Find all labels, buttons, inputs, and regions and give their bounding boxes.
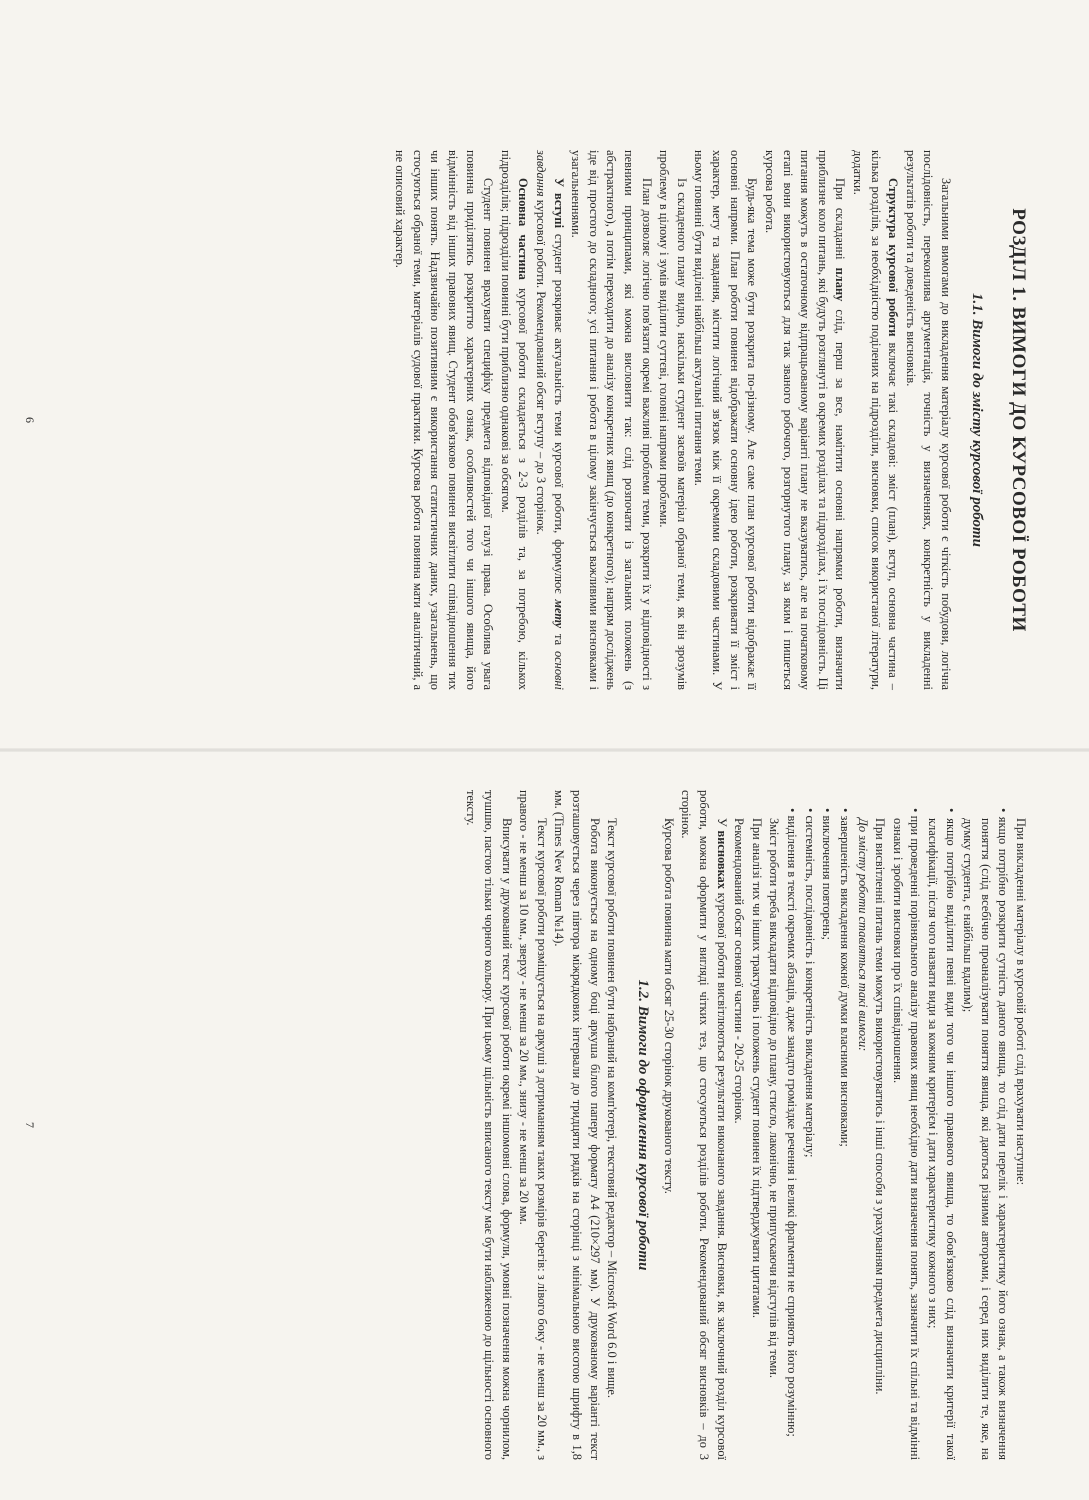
paragraph: Рекомендований обсяг основної частини - 20-25 сторінок. bbox=[732, 818, 747, 1124]
paragraph: При висвітленні питань теми можуть використовуватись і інші способи з урахуванням предмета дисципліни. bbox=[873, 818, 888, 1395]
paragraph: При викладенні матеріалу в курсовій роботі слід врахувати наступне: bbox=[1014, 818, 1028, 1186]
list-item: • виключення повторень; bbox=[818, 790, 836, 1460]
text: У bbox=[714, 818, 729, 831]
paragraph: Текст курсової роботи розміщується на аркуші з дотриманням таких розмірів берегів: з лівого боку - не менш за 20 мм., з правого - не менш за 10 мм., зверху - не менш за 20 мм., знизу - не менш за 20 мм. bbox=[517, 790, 549, 1460]
paragraph: Вписувати у друкований текст курсової роботи окремі іншомовні слова, формули, умовні позначення можна чорнилом, тушшю, пастою тільки чорного кольору. При цьому щільність вписаного тексту має бути наближеною до щільності основного тексту. bbox=[464, 790, 514, 1460]
page-number: 7 bbox=[23, 1122, 37, 1128]
section-title-1-2: 1.2. Вимоги до оформлення курсової роботи bbox=[635, 979, 652, 1271]
paragraph-main-part bbox=[496, 150, 531, 690]
right-page bbox=[0, 750, 1089, 1500]
bullet-list-a bbox=[888, 790, 1011, 1460]
paragraph: Текст курсової роботи повинен бути набраний на комп'ютері, текстовий редактор – Microsoft Word 6.0 і вище. bbox=[605, 818, 620, 1399]
term-structure: Структура курсової роботи bbox=[886, 178, 901, 337]
paragraph-requirements: До змісту роботи ставляться такі вимоги: bbox=[855, 818, 870, 1052]
paragraph: Загальними вимогами до викладення матеріалу курсової роботи є чіткість побудови, логічна послідовність, переконлива аргументація, точність у визначеннях, конкретність у викладенні результатів роботи та доведеність висновків. bbox=[903, 150, 953, 690]
list-item: • системність, послідовність і конкретність викладення матеріалу; bbox=[800, 790, 818, 1460]
list-item: • якщо потрібно виділити певні види того чи іншого правового явища, то обов'язково слід визначити критерії такої класифікації, після чого назвати види за кожним критерієм і дати характеристику кожного з них; bbox=[923, 790, 958, 1460]
term-main-part: Основна частина bbox=[516, 178, 531, 280]
paragraph: Будь-яка тема може бути розкрита по-різному. Але саме план курсової роботи відображає її основні напрями. План роботи повинен відображати основну ідею роботи, розкривати її зміст і характер, мету та завдання, містити логічний зв'язок між її окремими складовими частинами. У ньому повинні бути виділені найбільш актуальні питання теми. bbox=[692, 150, 760, 690]
section-title-1-1: 1.1. Вимоги до змісту курсової роботи bbox=[969, 292, 985, 548]
paragraph: При аналізі тих чи інших трактувань і положень студент повинен їх підтверджувати цитатами. bbox=[749, 818, 764, 1319]
list-item: • при проведенні порівняльного аналізу правових явищ необхідно дати визначення понять, зазначити їх спільні та відмінні ознаки і зробити висновки про їх співвідношення. bbox=[888, 790, 923, 1460]
text: курсової роботи складається з 2-3 розділів та, за потребою, кількох підрозділів; підрозділи повинні бути приблизно однакові за обсягом. bbox=[498, 150, 531, 690]
term-goal: мету bbox=[551, 599, 566, 629]
list-item: • якщо потрібно розкрити сутність даного явища, то слід дати перелік і характеристику його ознак, а також визначення поняття (слід всебічно проаналізувати поняття явища, які даються різними авторами, і серед них виділити те, яке, на думку студента, є найбільш вдалим); bbox=[959, 790, 1012, 1460]
text: та bbox=[551, 628, 566, 651]
text: курсової роботи висвітлюються результати виконаного завдання. Висновки, як заключний розділ курсової роботи, можна оформити у вигляді чітких тез, що стосуються розділів роботи. Рекомендований обсяг висновків – до 3 сторінок. bbox=[679, 790, 729, 1460]
paragraph: Зміст роботи треба викладати відповідно до плану, стисло, лаконічно, не припускаючи відступів від теми. bbox=[767, 818, 782, 1379]
term-tasks: основні завдання bbox=[533, 150, 566, 690]
paragraph-conclusions bbox=[677, 790, 730, 1460]
bullet-list-b bbox=[782, 790, 852, 1460]
paragraph-plan bbox=[760, 150, 848, 690]
page-number: 6 bbox=[23, 417, 37, 423]
chapter-title: РОЗДІЛ 1. ВИМОГИ ДО КУРСОВОЇ РОБОТИ bbox=[1008, 208, 1029, 632]
list-item: • виділення в тексті окремих абзаців, адже занадто громіздке речення і великі фрагменти не сприяють його розумінню; bbox=[782, 790, 800, 1460]
paragraph-intro bbox=[531, 150, 566, 690]
paragraph-structure bbox=[848, 150, 901, 690]
term-plan: плану bbox=[833, 267, 848, 302]
paragraph: План дозволяє логічно пов'язати окремі важливі проблеми теми, розкрити їх у відповідності з певними принципами, які можна висловити так: слід розпочати із загальних положень (з абстрактного), а потім переходити до аналізу конкретних явищ (до конкретного); напрям досліджень іде від простого до складного; усі питання і робота в цілому закінчується важливими висновками і узагальненнями. bbox=[569, 150, 654, 690]
text: курсової роботи. Рекомендований обсяг вступу – до 3 сторінок. bbox=[533, 196, 548, 535]
text: При складанні bbox=[833, 178, 848, 268]
term-intro: У вступі bbox=[551, 178, 566, 229]
paragraph: Із складеного плану видно, наскільки студент засвоїв матеріал обраної теми, як він зрозумів проблему в цілому і зумів виділити суттєві, головні напрями проблеми. bbox=[657, 150, 689, 690]
paragraph: Робота виконується на одному боці аркуша білого паперу формату А4 (210×297 мм). У друкованому варіанті текст розташовується через півтора міжрядкових інтервали до тридцяти рядків на сторінці з мінімальною висотою шрифту в 1,8 мм. (Times New Roman №14). bbox=[552, 790, 602, 1460]
list-item: • завершеність викладення кожної думки власними висновками; bbox=[835, 790, 853, 1460]
paragraph: Студент повинен врахувати специфіку предмета відповідної галузі права. Особлива увага повинна приділятись розкриттю характерних ознак, особливостей того чи іншого явища, його відмінність від інших правових явищ. Студент обов'язково повинен висвітлити співвідношення тих чи інших понять. Надзвичайно позитивним є використання статистичних даних, узагальнень, що стосуються обраної теми, матеріалів судової практики. Курсова робота повинна мати аналітичний, а не описовий характер. bbox=[393, 150, 496, 690]
text: студент розкриває актуальність теми курсової роботи, формулює bbox=[551, 228, 566, 600]
term-conclusions: висновках bbox=[714, 830, 729, 889]
text: слід, перш за все, намітити основні напрямки роботи, визначити приблизне коло питань, які будуть розглянуті в окремих розділах та підрозділах, і їх послідовність. Ці питання можуть в остаточному відпрацьованому варіанті плану не вказуватись, але на початковому етапі вони використовуються для так званого робочого, розгорнутого плану, за яким і пишеться курсова робота. bbox=[762, 150, 848, 690]
paragraph: Курсова робота повинна мати обсяг 25-30 сторінок друкованого тексту. bbox=[661, 818, 676, 1194]
text: включає такі складові: зміст (план), вступ, основна частина – кілька розділів, за необхідністю поділених на підрозділи, висновки, список використаної літератури, додатки. bbox=[850, 150, 901, 690]
